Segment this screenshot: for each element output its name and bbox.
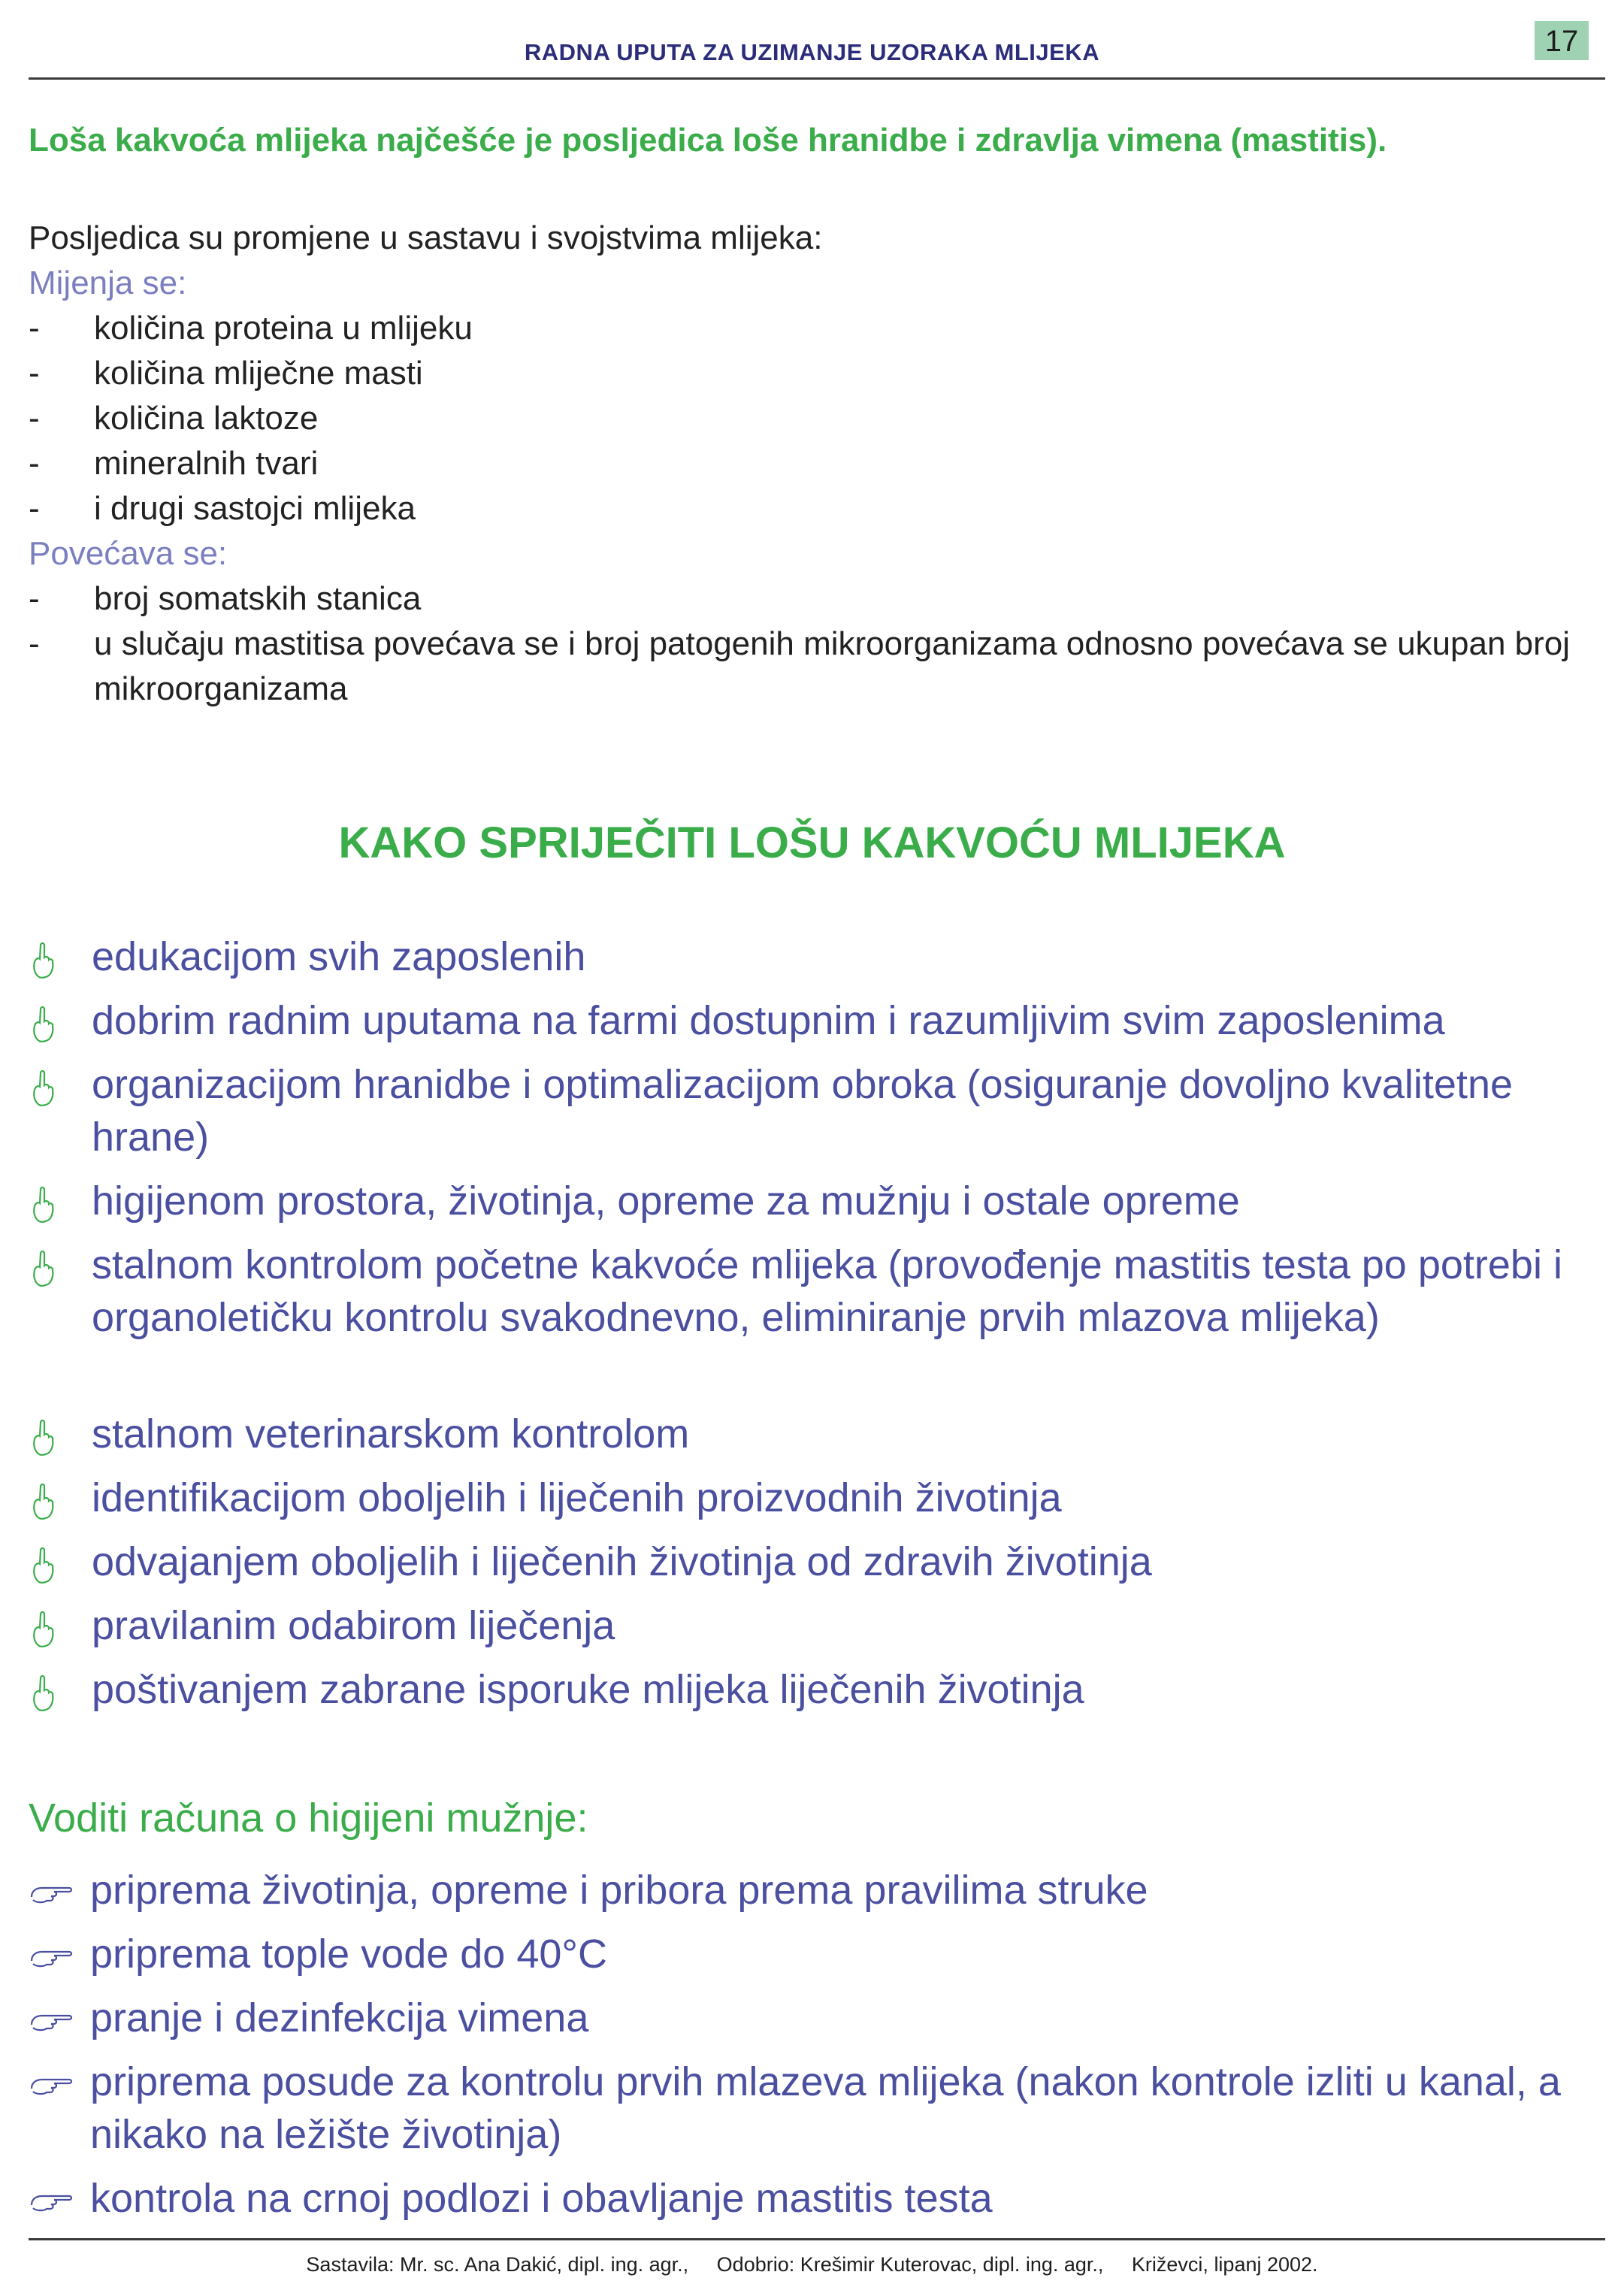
hygiene-heading: Voditi računa o higijeni mužnje: xyxy=(29,1795,588,1841)
footer-place-date: Križevci, lipanj 2002. xyxy=(1131,2253,1318,2276)
dash-marker: - xyxy=(29,445,40,482)
prevention-item: stalnom kontrolom početne kakvoće mlijeka (provođenje mastitis testa po potrebi i organoletičku kontrolu svakodnevno, eliminiranje prvih mlazova mlijeka) xyxy=(92,1242,1562,1340)
footer-author: Sastavila: Mr. sc. Ana Dakić, dipl. ing. agr., xyxy=(306,2253,689,2276)
header-divider xyxy=(29,77,1605,80)
pointing-hand-icon xyxy=(29,1069,59,1106)
pointing-hand-icon xyxy=(29,1610,59,1647)
dash-marker: - xyxy=(29,625,40,662)
dash-marker: - xyxy=(29,355,40,392)
hygiene-item: priprema životinja, opreme i pribora prema pravilima struke xyxy=(90,1868,1148,1913)
dash-marker: - xyxy=(29,400,40,437)
change-item: mineralnih tvari xyxy=(94,445,319,482)
hygiene-item: kontrola na crnoj podlozi i obavljanje mastitis testa xyxy=(90,2176,993,2221)
prevention-item: dobrim radnim uputama na farmi dostupnim i razumljivim svim zaposlenima xyxy=(92,998,1445,1043)
prevention-item: pravilanim odabirom liječenja xyxy=(92,1603,615,1648)
running-header: RADNA UPUTA ZA UZIMANJE UZORAKA MLIJEKA xyxy=(524,39,1100,65)
quality-statement: Loša kakvoća mlijeka najčešće je posljedica loše hranidbe i zdravlja vimena (mastitis). xyxy=(29,122,1387,159)
dash-marker: - xyxy=(29,310,40,346)
pointing-hand-icon xyxy=(29,1546,59,1584)
footer-credits xyxy=(0,2253,1624,2276)
change-item: količina laktoze xyxy=(94,400,319,437)
pointing-hand-icon xyxy=(29,1482,59,1520)
changes-label: Mijenja se: xyxy=(29,265,187,301)
prevention-item: poštivanjem zabrane isporuke mlijeka liječenih životinja xyxy=(92,1667,1084,1712)
hygiene-item: priprema posude za kontrolu prvih mlazeva mlijeka (nakon kontrole izliti u kanal, a nikako na ležište životinja) xyxy=(90,2059,1561,2157)
prevention-heading: KAKO SPRIJEČITI LOŠU KAKVOĆU MLIJEKA xyxy=(338,818,1286,867)
pointing-hand-icon xyxy=(29,1249,59,1287)
page-number-badge: 17 xyxy=(1535,21,1589,60)
prevention-item: edukacijom svih zaposlenih xyxy=(92,934,586,979)
dash-marker: - xyxy=(29,490,40,527)
hand-pointing-right-icon xyxy=(29,2008,74,2034)
dash-marker: - xyxy=(29,580,40,617)
pointing-hand-icon xyxy=(29,1418,59,1456)
prevention-item: identifikacijom oboljelih i liječenih proizvodnih životinja xyxy=(92,1475,1062,1520)
pointing-hand-icon xyxy=(29,1005,59,1042)
footer-divider xyxy=(29,2238,1605,2240)
prevention-item: organizacijom hranidbe i optimalizacijom obroka (osiguranje dovoljno kvalitetne hrane) xyxy=(92,1062,1514,1160)
change-item: i drugi sastojci mlijeka xyxy=(94,490,416,527)
consequence-text: Posljedica su promjene u sastavu i svojstvima mlijeka: xyxy=(29,219,823,256)
increase-item: u slučaju mastitisa povećava se i broj patogenih mikroorganizama odnosno povećava se ukupan broj mikroorganizama xyxy=(94,625,1571,707)
hygiene-item: priprema tople vode do 40°C xyxy=(90,1932,607,1977)
hand-pointing-right-icon xyxy=(29,2189,74,2214)
pointing-hand-icon xyxy=(29,941,59,979)
prevention-item: stalnom veterinarskom kontrolom xyxy=(92,1411,690,1457)
footer-approved: Odobrio: Krešimir Kuterovac, dipl. ing. agr., xyxy=(716,2253,1104,2276)
prevention-item: odvajanjem oboljelih i liječenih životinja od zdravih životinja xyxy=(92,1539,1152,1584)
hand-pointing-right-icon xyxy=(29,1944,74,1970)
change-item: količina proteina u mlijeku xyxy=(94,310,473,346)
increases-label: Povećava se: xyxy=(29,535,228,572)
hand-pointing-right-icon xyxy=(29,2072,74,2098)
hygiene-item: pranje i dezinfekcija vimena xyxy=(90,1995,589,2040)
increase-item: broj somatskih stanica xyxy=(94,580,422,617)
prevention-item: higijenom prostora, životinja, opreme za mužnju i ostale opreme xyxy=(92,1178,1240,1224)
pointing-hand-icon xyxy=(29,1185,59,1223)
hand-pointing-right-icon xyxy=(29,1880,74,1906)
pointing-hand-icon xyxy=(29,1674,59,1711)
change-item: količina mliječne masti xyxy=(94,355,423,392)
